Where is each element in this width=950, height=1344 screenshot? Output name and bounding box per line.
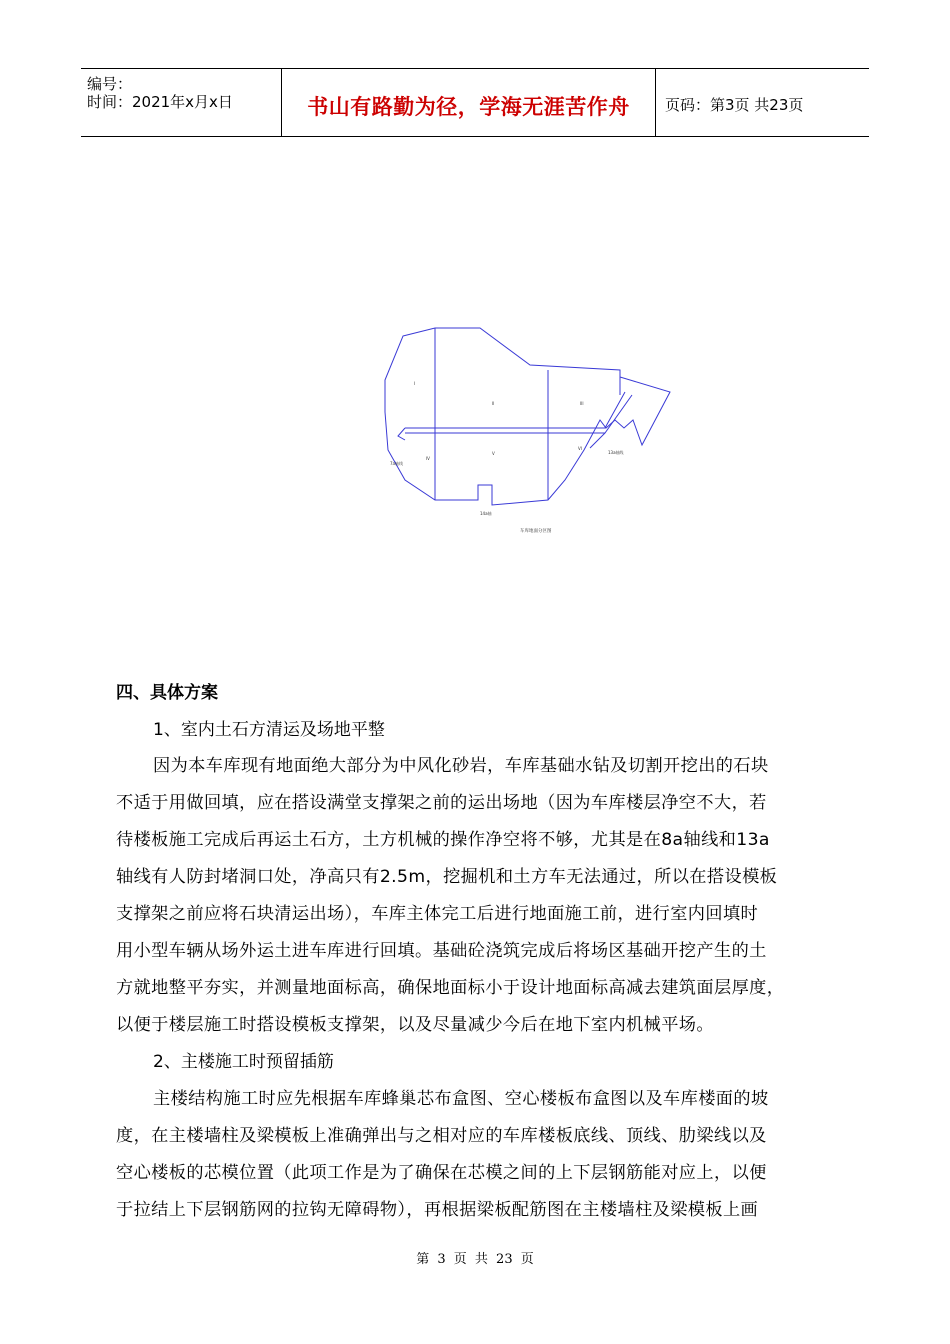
garage-floor-plan-figure <box>380 320 692 540</box>
item1-line: 支撑架之前应将石块清运出场），车库主体完工后进行地面施工前，进行室内回填时 <box>116 904 759 924</box>
zone-label-III: III <box>580 401 584 406</box>
header-center-cell <box>281 69 656 136</box>
item1-line: 待楼板施工完成后再运土石方，土方机械的操作净空将不够，尤其是在8a轴线和13a <box>116 830 770 850</box>
section-heading: 四、具体方案 <box>116 683 218 703</box>
document-number-label: 编号： <box>87 75 133 93</box>
item2-line: 度，在主楼墙柱及梁模板上准确弹出与之相对应的车库楼板底线、顶线、肋梁线以及 <box>116 1126 767 1146</box>
item1-line: 不适于用做回填，应在搭设满堂支撑架之前的运出场地（因为车库楼层净空不大，若 <box>116 793 767 813</box>
item2-line: 空心楼板的芯模位置（此项工作是为了确保在芯模之间的上下层钢筋能对应上，以便 <box>116 1163 767 1183</box>
zone-label-IV: IV <box>426 456 430 461</box>
item1-line: 方就地整平夯实，并测量地面标高，确保地面标小于设计地面标高减去建筑面层厚度， <box>116 978 785 998</box>
axis-label-13a: 13a轴线 <box>608 450 624 455</box>
item1-line: 轴线有人防封堵洞口处，净高只有2.5m，挖掘机和土方车无法通过，所以在搭设模板 <box>116 867 778 887</box>
header-motto: 书山有路勤为径，学海无涯苦作舟 <box>307 95 630 119</box>
figure-caption: 车库地面分区图 <box>520 529 552 534</box>
item2-line: 于拉结上下层钢筋网的拉钩无障碍物），再根据梁板配筋图在主楼墙柱及梁模板上画 <box>116 1200 759 1220</box>
zone-label-I: I <box>414 381 416 386</box>
item2-title: 2、主楼施工时预留插筋 <box>153 1052 334 1072</box>
axis-label-7a: 7a轴线 <box>390 461 403 466</box>
corridor-line-top <box>405 392 625 428</box>
zone-label-II: II <box>492 401 495 406</box>
item2-line: 主楼结构施工时应先根据车库蜂巢芯布盒图、空心楼板布盒图以及车库楼面的坡 <box>153 1089 769 1109</box>
page-header <box>81 68 869 137</box>
document-time-label: 时间：2021年x月x日 <box>87 93 233 111</box>
item1-title: 1、室内土石方清运及场地平整 <box>153 720 385 740</box>
item1-line: 用小型车辆从场外运土进车库进行回填。基础砼浇筑完成后将场区基础开挖产生的土 <box>116 941 767 961</box>
item1-line: 以便于楼层施工时搭设模板支撑架，以及尽量减少今后在地下室内机械平场。 <box>116 1015 714 1035</box>
header-right-cell <box>655 69 869 136</box>
zone-label-VI: VI <box>578 446 582 451</box>
corridor-line-bottom <box>405 395 632 433</box>
plan-outline <box>385 328 670 505</box>
page-footer: 第 3 页 共 23 页 <box>416 1252 534 1267</box>
zone-label-V: V <box>492 451 495 456</box>
item1-line: 因为本车库现有地面绝大部分为中风化砂岩，车库基础水钻及切割开挖出的石块 <box>153 756 769 776</box>
axis-label-14a: 14a轴 <box>480 511 492 516</box>
header-left-cell <box>81 69 281 136</box>
header-page-number: 页码：第3页 共23页 <box>665 96 804 114</box>
